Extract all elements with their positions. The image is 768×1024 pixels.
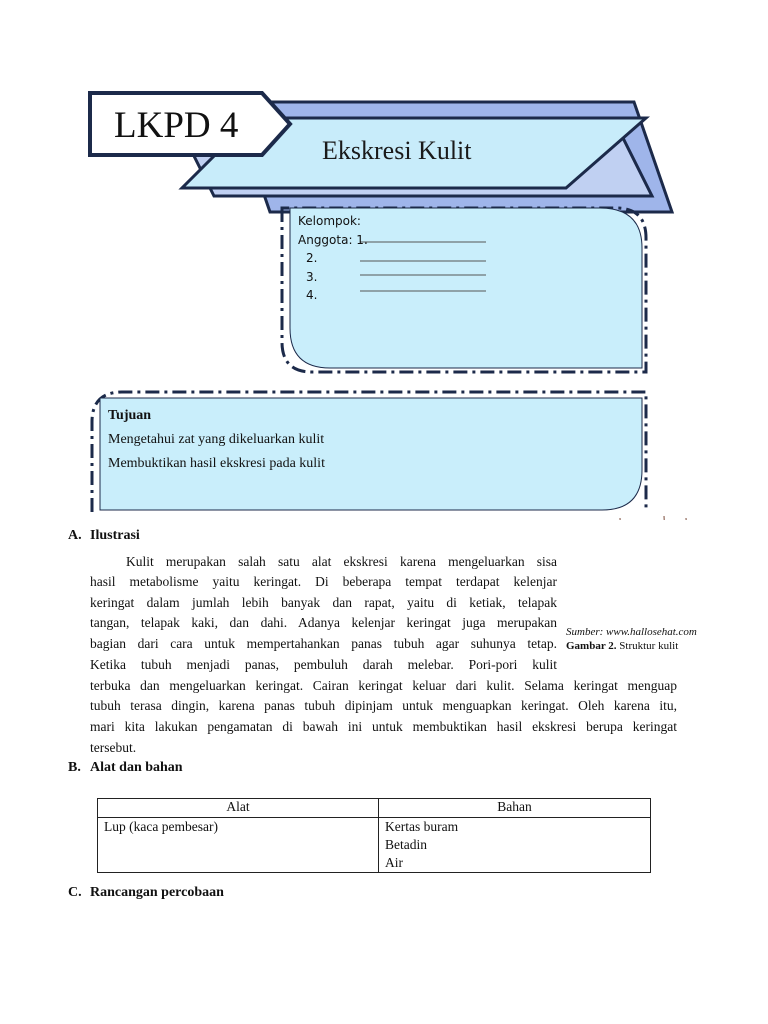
- paragraph-line: tersebut.: [90, 740, 137, 755]
- figure-label: Gambar 2.: [566, 640, 617, 652]
- paragraph-line: mari kita lakukan pengamatan di bawah ini untuk membuktikan hasil ekskresi berupa keringat: [90, 719, 677, 734]
- paragraph-line: hasil metabolisme yaitu keringat. Di beberapa tempat terdapat kelenjar: [90, 574, 557, 589]
- alat-item: Lup (kaca pembesar): [104, 819, 218, 834]
- anggota-label: Anggota: 1.: [298, 232, 368, 247]
- paragraph-line: terbuka dan mengeluarkan keringat. Cairan keringat keluar dari kulit. Selama keringat menguap: [90, 678, 677, 693]
- section-c-letter: C.: [68, 885, 82, 900]
- bahan-cell: [379, 818, 651, 873]
- member-number-3: 3.: [306, 269, 318, 284]
- tujuan-item: Membuktikan hasil ekskresi pada kulit: [108, 456, 325, 471]
- section-b-letter: B.: [68, 760, 81, 775]
- section-b-title: Alat dan bahan: [90, 760, 183, 775]
- bahan-item: Air: [385, 855, 403, 870]
- tools-materials-table: [97, 798, 651, 873]
- alat-cell: [98, 818, 379, 873]
- section-a-letter: A.: [68, 528, 82, 543]
- paragraph-line: keringat dalam jumlah lebih banyak dan rapat, yaitu di ketiak, telapak: [90, 595, 557, 610]
- paragraph-line: Ketika tubuh menjadi panas, pembuluh darah melebar. Pori-pori kulit: [90, 657, 557, 672]
- table-header-bahan: Bahan: [379, 799, 651, 818]
- table-header-alat: Alat: [98, 799, 379, 818]
- member-number-4: 4.: [306, 288, 318, 302]
- tujuan-item: Mengetahui zat yang dikeluarkan kulit: [108, 432, 325, 447]
- figure-caption: [566, 640, 678, 652]
- tujuan-heading: Tujuan: [108, 408, 152, 423]
- figure-source: Sumber: www.hallosehat.com: [566, 626, 697, 638]
- bahan-item: Kertas buram: [385, 819, 459, 834]
- lkpd-number-label: LKPD 4: [114, 105, 239, 146]
- page-title: Ekskresi Kulit: [322, 136, 472, 165]
- skin-structure-image: [568, 516, 714, 520]
- tujuan-section: [108, 408, 628, 480]
- member-number-2: 2.: [306, 251, 318, 265]
- group-info-box: [292, 212, 642, 367]
- paragraph-line: Kulit merupakan salah satu alat ekskresi karena mengeluarkan sisa: [126, 554, 557, 569]
- section-c-title: Rancangan percobaan: [90, 885, 224, 900]
- paragraph-line: bagian dari cara untuk mempertahankan panas tubuh agar suhunya tetap.: [90, 636, 557, 651]
- kelompok-label: Kelompok:: [298, 214, 361, 228]
- figure-caption-text: Struktur kulit: [619, 640, 679, 652]
- paragraph-line: tangan, telapak kaki, dan dahi. Adanya kelenjar keringat juga merupakan: [90, 615, 557, 630]
- bahan-item: Betadin: [385, 837, 427, 852]
- paragraph-line: tubuh terasa dingin, karena panas tubuh dipinjam untuk menguapkan keringat. Oleh karena itu,: [90, 698, 677, 713]
- section-a-title: Ilustrasi: [90, 528, 140, 543]
